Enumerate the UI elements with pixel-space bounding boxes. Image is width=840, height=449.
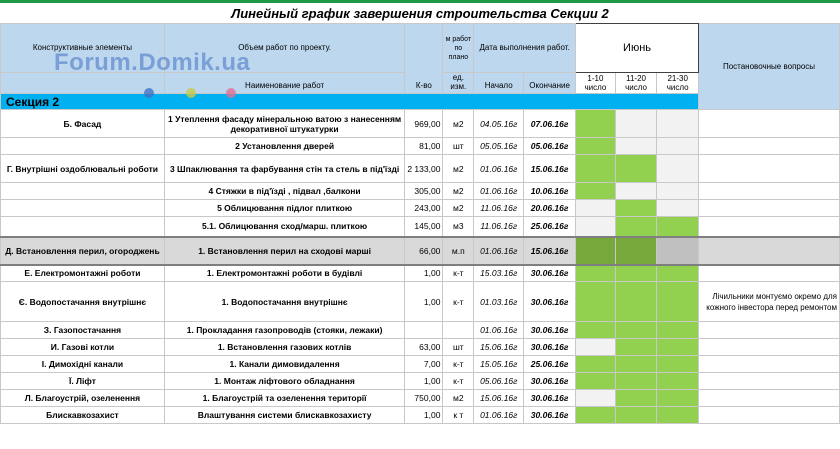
- element-cell[interactable]: Д. Встановлення перил, огороджень: [1, 237, 165, 265]
- note-cell[interactable]: [699, 373, 840, 390]
- header-workname[interactable]: Наименование работ: [164, 73, 404, 94]
- work-cell[interactable]: Влаштування системи блискавкозахисту: [164, 407, 404, 424]
- unit-cell[interactable]: м2: [443, 155, 474, 183]
- gantt-cell[interactable]: [657, 237, 699, 265]
- period-2[interactable]: 11-20 число: [615, 73, 657, 94]
- qty-cell[interactable]: 750,00: [405, 390, 443, 407]
- work-cell[interactable]: 1. Прокладання газопроводів (стояки, лежаки): [164, 322, 404, 339]
- qty-cell[interactable]: 243,00: [405, 200, 443, 217]
- gantt-cell[interactable]: [615, 110, 657, 138]
- gantt-cell[interactable]: [657, 373, 699, 390]
- qty-cell[interactable]: 2 133,00: [405, 155, 443, 183]
- note-cell[interactable]: Лічильники монтуємо окремо для кожного інвестора перед ремонтом: [699, 282, 840, 322]
- start-cell[interactable]: 01.06.16г: [474, 322, 524, 339]
- end-cell[interactable]: 30.06.16г: [524, 322, 576, 339]
- end-cell[interactable]: 30.06.16г: [524, 407, 576, 424]
- gantt-cell[interactable]: [657, 110, 699, 138]
- end-cell[interactable]: 20.06.16г: [524, 200, 576, 217]
- element-cell[interactable]: [1, 183, 165, 200]
- section-label[interactable]: Секция 2: [1, 94, 699, 110]
- start-cell[interactable]: 11.06.16г: [474, 217, 524, 237]
- unit-cell[interactable]: м2: [443, 183, 474, 200]
- element-cell[interactable]: Б. Фасад: [1, 110, 165, 138]
- end-cell[interactable]: 25.06.16г: [524, 217, 576, 237]
- element-cell[interactable]: І. Димохідні канали: [1, 356, 165, 373]
- start-cell[interactable]: 15.05.16г: [474, 356, 524, 373]
- unit-cell[interactable]: м2: [443, 200, 474, 217]
- gantt-cell[interactable]: [657, 138, 699, 155]
- start-cell[interactable]: 05.05.16г: [474, 138, 524, 155]
- element-cell[interactable]: И. Газові котли: [1, 339, 165, 356]
- qty-cell[interactable]: [405, 322, 443, 339]
- qty-cell[interactable]: 7,00: [405, 356, 443, 373]
- unit-cell[interactable]: шт: [443, 138, 474, 155]
- work-cell[interactable]: 4 Стяжки в під'їзді , підвал ,балкони: [164, 183, 404, 200]
- unit-cell[interactable]: [443, 322, 474, 339]
- end-cell[interactable]: 30.06.16г: [524, 390, 576, 407]
- period-1[interactable]: 1-10 число: [576, 73, 616, 94]
- note-cell[interactable]: [699, 183, 840, 200]
- header-start[interactable]: Начало: [474, 73, 524, 94]
- work-cell[interactable]: 1. Водопостачання внутрішнє: [164, 282, 404, 322]
- gantt-cell[interactable]: [576, 265, 616, 282]
- work-cell[interactable]: 5 Облицювання підлог плиткою: [164, 200, 404, 217]
- gantt-cell[interactable]: [576, 356, 616, 373]
- element-cell[interactable]: Є. Водопостачання внутрішнє: [1, 282, 165, 322]
- gantt-cell[interactable]: [576, 373, 616, 390]
- gantt-cell[interactable]: [576, 390, 616, 407]
- start-cell[interactable]: 04.05.16г: [474, 110, 524, 138]
- end-cell[interactable]: 30.06.16г: [524, 265, 576, 282]
- note-cell[interactable]: [699, 322, 840, 339]
- table-row: [1, 200, 840, 217]
- start-cell[interactable]: 15.06.16г: [474, 339, 524, 356]
- unit-cell[interactable]: к-т: [443, 282, 474, 322]
- end-cell[interactable]: 25.06.16г: [524, 356, 576, 373]
- gantt-cell[interactable]: [657, 217, 699, 237]
- gantt-cell[interactable]: [576, 407, 616, 424]
- unit-cell[interactable]: к т: [443, 407, 474, 424]
- table-row: [1, 339, 840, 356]
- element-cell[interactable]: З. Газопостачання: [1, 322, 165, 339]
- table-row: [1, 282, 840, 322]
- qty-cell[interactable]: 1,00: [405, 407, 443, 424]
- gantt-cell[interactable]: [576, 183, 616, 200]
- element-cell[interactable]: Л. Благоустрій, озеленення: [1, 390, 165, 407]
- work-cell[interactable]: 1. Монтаж ліфтового обладнання: [164, 373, 404, 390]
- gantt-cell[interactable]: [657, 339, 699, 356]
- unit-cell[interactable]: м2: [443, 390, 474, 407]
- gantt-cell[interactable]: [615, 200, 657, 217]
- gantt-cell[interactable]: [576, 155, 616, 183]
- gantt-cell[interactable]: [657, 183, 699, 200]
- work-cell[interactable]: 1. Встановлення перил на сходові марші: [164, 237, 404, 265]
- start-cell[interactable]: 01.06.16г: [474, 237, 524, 265]
- note-cell[interactable]: [699, 237, 840, 265]
- gantt-cell[interactable]: [657, 356, 699, 373]
- header-notes[interactable]: Постановочные вопросы: [699, 24, 840, 110]
- element-cell[interactable]: [1, 200, 165, 217]
- gantt-cell[interactable]: [615, 138, 657, 155]
- gantt-cell[interactable]: [576, 282, 616, 322]
- start-cell[interactable]: 11.06.16г: [474, 200, 524, 217]
- note-cell[interactable]: [699, 407, 840, 424]
- unit-cell[interactable]: м.п: [443, 237, 474, 265]
- work-cell[interactable]: 1 Утеплення фасаду мінеральною ватою з нанесенням декоративної штукатурки: [164, 110, 404, 138]
- gantt-cell[interactable]: [615, 282, 657, 322]
- table-row: [1, 138, 840, 155]
- note-cell[interactable]: [699, 217, 840, 237]
- gantt-cell[interactable]: [615, 237, 657, 265]
- start-cell[interactable]: 01.06.16г: [474, 155, 524, 183]
- start-cell[interactable]: 01.06.16г: [474, 407, 524, 424]
- gantt-cell[interactable]: [615, 339, 657, 356]
- element-cell[interactable]: Блискавкозахист: [1, 407, 165, 424]
- table-row: [1, 407, 840, 424]
- qty-cell[interactable]: 1,00: [405, 282, 443, 322]
- note-cell[interactable]: [699, 339, 840, 356]
- table-row: [1, 183, 840, 200]
- qty-cell[interactable]: 81,00: [405, 138, 443, 155]
- end-cell[interactable]: 15.06.16г: [524, 237, 576, 265]
- unit-cell[interactable]: к-т: [443, 265, 474, 282]
- watermark-dot-pink: [226, 88, 236, 98]
- work-cell[interactable]: 2 Установлення дверей: [164, 138, 404, 155]
- gantt-cell[interactable]: [615, 322, 657, 339]
- table-row: [1, 155, 840, 183]
- start-cell[interactable]: 15.03.16г: [474, 265, 524, 282]
- unit-cell[interactable]: шт: [443, 339, 474, 356]
- table-row: [1, 110, 840, 138]
- start-cell[interactable]: 01.06.16г: [474, 183, 524, 200]
- gantt-cell[interactable]: [615, 183, 657, 200]
- qty-cell[interactable]: 1,00: [405, 373, 443, 390]
- header-dates[interactable]: Дата выполнения работ.: [474, 24, 576, 73]
- element-cell[interactable]: Е. Електромонтажні роботи: [1, 265, 165, 282]
- gantt-cell[interactable]: [576, 110, 616, 138]
- element-cell[interactable]: [1, 217, 165, 237]
- header-scope[interactable]: Объем работ по проекту.: [164, 24, 404, 73]
- gantt-cell[interactable]: [576, 322, 616, 339]
- watermark-dot-yellow: [186, 88, 196, 98]
- watermark: Forum.Domik.ua: [54, 49, 251, 76]
- gantt-cell[interactable]: [576, 339, 616, 356]
- end-cell[interactable]: 30.06.16г: [524, 339, 576, 356]
- start-cell[interactable]: 05.06.16г: [474, 373, 524, 390]
- gantt-cell[interactable]: [657, 322, 699, 339]
- table-row: [1, 265, 840, 282]
- header-qty[interactable]: К-во: [405, 24, 443, 94]
- start-cell[interactable]: 01.03.16г: [474, 282, 524, 322]
- qty-cell[interactable]: 969,00: [405, 110, 443, 138]
- start-cell[interactable]: 15.06.16г: [474, 390, 524, 407]
- gantt-cell[interactable]: [576, 217, 616, 237]
- note-cell[interactable]: [699, 265, 840, 282]
- gantt-cell[interactable]: [615, 356, 657, 373]
- gantt-cell[interactable]: [615, 155, 657, 183]
- end-cell[interactable]: 10.06.16г: [524, 183, 576, 200]
- gantt-cell[interactable]: [615, 265, 657, 282]
- end-cell[interactable]: 15.06.16г: [524, 155, 576, 183]
- unit-cell[interactable]: м3: [443, 217, 474, 237]
- gantt-cell[interactable]: [615, 390, 657, 407]
- table-row: [1, 322, 840, 339]
- period-3[interactable]: 21-30 число: [657, 73, 699, 94]
- end-cell[interactable]: 05.06.16г: [524, 138, 576, 155]
- work-cell[interactable]: 3 Шпаклювання та фарбування стін та стель в під'їзді: [164, 155, 404, 183]
- gantt-cell[interactable]: [615, 407, 657, 424]
- gantt-cell[interactable]: [576, 200, 616, 217]
- header-unit[interactable]: ед. изм.: [443, 73, 474, 94]
- note-cell[interactable]: [699, 110, 840, 138]
- header-end[interactable]: Окончание: [524, 73, 576, 94]
- gantt-cell[interactable]: [576, 138, 616, 155]
- unit-cell[interactable]: м2: [443, 110, 474, 138]
- header-structural[interactable]: Конструктивные элементы: [1, 24, 165, 73]
- table-row: [1, 373, 840, 390]
- note-cell[interactable]: [699, 138, 840, 155]
- work-cell[interactable]: 1. Благоустрій та озеленення території: [164, 390, 404, 407]
- qty-cell[interactable]: 63,00: [405, 339, 443, 356]
- unit-cell[interactable]: к-т: [443, 373, 474, 390]
- element-cell[interactable]: Ї. Ліфт: [1, 373, 165, 390]
- table-row: [1, 217, 840, 237]
- end-cell[interactable]: 07.06.16г: [524, 110, 576, 138]
- gantt-cell[interactable]: [657, 282, 699, 322]
- schedule-table: [0, 23, 840, 424]
- schedule-title: Линейный график завершения строительства Секции 2: [231, 6, 609, 21]
- gantt-cell[interactable]: [657, 390, 699, 407]
- note-cell[interactable]: [699, 200, 840, 217]
- qty-cell[interactable]: 66,00: [405, 237, 443, 265]
- work-cell[interactable]: 1. Електромонтажні роботи в будівлі: [164, 265, 404, 282]
- unit-cell[interactable]: к-т: [443, 356, 474, 373]
- qty-cell[interactable]: 145,00: [405, 217, 443, 237]
- gantt-cell[interactable]: [657, 200, 699, 217]
- table-row: [1, 356, 840, 373]
- element-cell[interactable]: [1, 138, 165, 155]
- note-cell[interactable]: [699, 155, 840, 183]
- qty-cell[interactable]: 1,00: [405, 265, 443, 282]
- work-cell[interactable]: 5.1. Облицювання сход/марш. плиткою: [164, 217, 404, 237]
- note-cell[interactable]: [699, 356, 840, 373]
- gantt-cell[interactable]: [615, 373, 657, 390]
- element-cell[interactable]: Г. Внутрішні оздоблювальні роботи: [1, 155, 165, 183]
- gantt-cell[interactable]: [657, 155, 699, 183]
- qty-cell[interactable]: 305,00: [405, 183, 443, 200]
- table-row: [1, 390, 840, 407]
- note-cell[interactable]: [699, 390, 840, 407]
- gantt-cell[interactable]: [657, 265, 699, 282]
- gantt-cell[interactable]: [615, 217, 657, 237]
- gantt-cell[interactable]: [576, 237, 616, 265]
- work-cell[interactable]: 1. Канали димовидалення: [164, 356, 404, 373]
- table-row: [1, 237, 840, 265]
- watermark-dot-blue: [144, 88, 154, 98]
- gantt-cell[interactable]: [657, 407, 699, 424]
- header-month[interactable]: Июнь: [576, 24, 699, 73]
- work-cell[interactable]: 1. Встановлення газових котлів: [164, 339, 404, 356]
- header-unit-top[interactable]: м работ по плано: [443, 24, 474, 73]
- end-cell[interactable]: 30.06.16г: [524, 282, 576, 322]
- end-cell[interactable]: 30.06.16г: [524, 373, 576, 390]
